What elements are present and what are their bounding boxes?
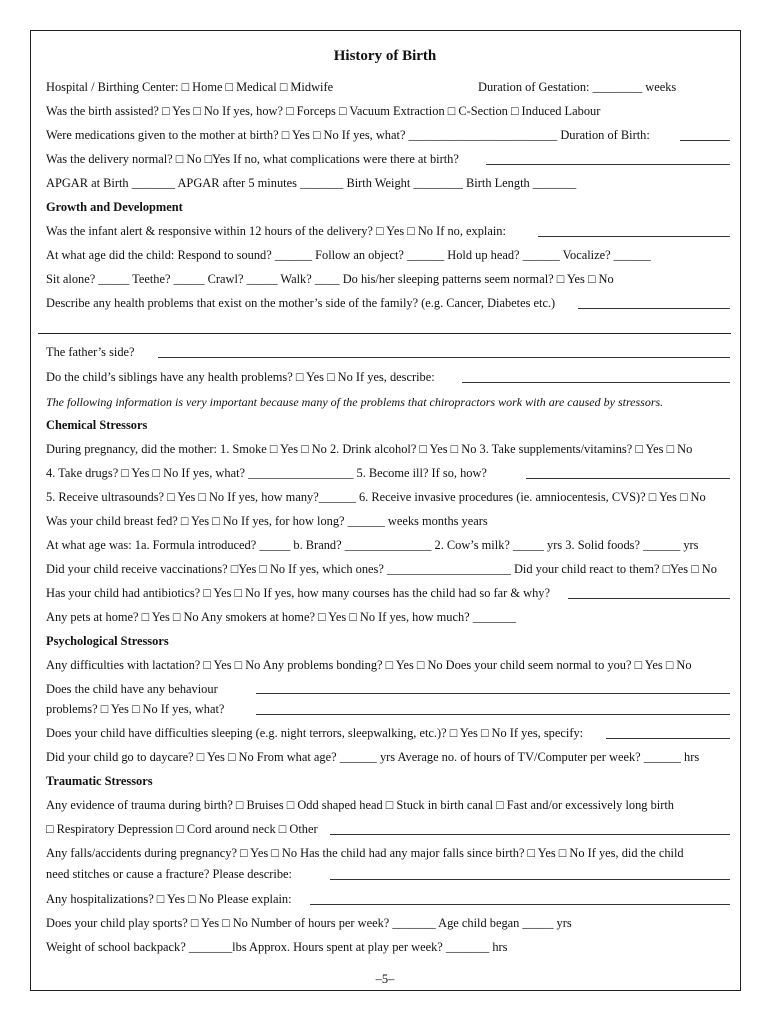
antibiotics-line[interactable]: Has your child had antibiotics? □ Yes □ No If yes, how many courses has the child had so far & why? [46, 586, 550, 600]
falls-describe-field[interactable] [330, 879, 730, 880]
father-side-field[interactable] [158, 357, 730, 358]
birthing-center-line: Hospital / Birthing Center: □ Home □ Medical □ Midwife [46, 80, 334, 94]
father-side-line: The father’s side? [46, 345, 135, 359]
feeding-age-line[interactable]: At what age was: 1a. Formula introduced? _____ b. Brand? ______________ 2. Cow’s milk? _____ yrs 3. Solid foods? ______ yrs [46, 538, 699, 552]
pregnancy-line-1[interactable]: During pregnancy, did the mother: 1. Smoke □ Yes □ No 2. Drink alcohol? □ Yes □ No 3. Take supplements/vitamins? □ Yes □ No [46, 442, 693, 456]
falls-line-1[interactable]: Any falls/accidents during pregnancy? □ Yes □ No Has the child had any major falls since birth? □ Yes □ No If yes, did the child [46, 846, 684, 860]
milestones-line-2[interactable]: Sit alone? _____ Teethe? _____ Crawl? _____ Walk? ____ Do his/her sleeping patterns seem normal? □ Yes □ No [46, 272, 614, 286]
sleeping-line[interactable]: Does your child have difficulties sleeping (e.g. night terrors, sleepwalking, etc.)? □ Yes □ No If yes, specify: [46, 726, 584, 740]
hospitalizations-field[interactable] [310, 904, 730, 905]
page-number: –5– [375, 972, 395, 986]
siblings-line[interactable]: Do the child’s siblings have any health problems? □ Yes □ No If yes, describe: [46, 370, 435, 384]
backpack-line[interactable]: Weight of school backpack? _______lbs Approx. Hours spent at play per week? _______ hrs [46, 940, 508, 954]
siblings-field[interactable] [462, 382, 730, 383]
birth-assisted-line[interactable]: Was the birth assisted? □ Yes □ No If yes, how? □ Forceps □ Vacuum Extraction □ C-Section □ Induced Labour [46, 104, 601, 118]
mother-health-line: Describe any health problems that exist on the mother’s side of the family? (e.g. Cancer, Diabetes etc.) [46, 296, 556, 310]
stressor-note: The following information is very important because many of the problems that chiropractors work with are caused by stressors. [46, 395, 664, 409]
pets-smokers-line[interactable]: Any pets at home? □ Yes □ No Any smokers at home? □ Yes □ No If yes, how much? _______ [46, 610, 517, 624]
delivery-normal-line[interactable]: Was the delivery normal? □ No □Yes If no, what complications were there at birth? [46, 152, 459, 166]
behaviour-field-2[interactable] [256, 714, 730, 715]
hospitalizations-line[interactable]: Any hospitalizations? □ Yes □ No Please explain: [46, 892, 292, 906]
ultrasound-line[interactable]: 5. Receive ultrasounds? □ Yes □ No If yes, how many?______ 6. Receive invasive procedures (ie. amniocentesis, CVS)? □ Yes □ No [46, 490, 706, 504]
falls-line-2: need stitches or cause a fracture? Please describe: [46, 867, 292, 881]
alert-explain-field[interactable] [538, 236, 730, 237]
duration-of-birth-field[interactable] [680, 140, 730, 141]
mother-health-field[interactable] [578, 308, 730, 309]
apgar-line[interactable]: APGAR at Birth _______ APGAR after 5 minutes _______ Birth Weight ________ Birth Length _______ [46, 176, 577, 190]
growth-heading: Growth and Development [46, 200, 183, 214]
psychological-heading: Psychological Stressors [46, 634, 169, 648]
pregnancy-line-2[interactable]: 4. Take drugs? □ Yes □ No If yes, what? _________________ 5. Become ill? If so, how? [46, 466, 487, 480]
vaccinations-line[interactable]: Did your child receive vaccinations? □Yes □ No If yes, which ones? ____________________ Did your child react to them? □Yes □ No [46, 562, 717, 576]
trauma-line-2[interactable]: □ Respiratory Depression □ Cord around neck □ Other [46, 822, 318, 836]
sports-line[interactable]: Does your child play sports? □ Yes □ No Number of hours per week? _______ Age child began _____ yrs [46, 916, 572, 930]
traumatic-heading: Traumatic Stressors [46, 774, 153, 788]
sleeping-field[interactable] [606, 738, 730, 739]
behaviour-line-2[interactable]: problems? □ Yes □ No If yes, what? [46, 702, 225, 716]
trauma-other-field[interactable] [330, 834, 730, 835]
antibiotics-field[interactable] [568, 598, 730, 599]
lactation-line[interactable]: Any difficulties with lactation? □ Yes □ No Any problems bonding? □ Yes □ No Does your child seem normal to you? □ Yes □ No [46, 658, 692, 672]
daycare-line[interactable]: Did your child go to daycare? □ Yes □ No From what age? ______ yrs Average no. of hours of TV/Computer per week? ______ hrs [46, 750, 700, 764]
milestones-line-1[interactable]: At what age did the child: Respond to sound? ______ Follow an object? ______ Hold up head? ______ Vocalize? ______ [46, 248, 651, 262]
behaviour-line-1: Does the child have any behaviour [46, 682, 218, 696]
infant-alert-line[interactable]: Was the infant alert & responsive within 12 hours of the delivery? □ Yes □ No If no, explain: [46, 224, 506, 238]
trauma-line-1[interactable]: Any evidence of trauma during birth? □ Bruises □ Odd shaped head □ Stuck in birth canal □ Fast and/or excessively long birth [46, 798, 674, 812]
section-divider [38, 333, 731, 334]
breast-fed-line[interactable]: Was your child breast fed? □ Yes □ No If yes, for how long? ______ weeks months years [46, 514, 488, 528]
medications-line[interactable]: Were medications given to the mother at birth? □ Yes □ No If yes, what? ________________________ Duration of Birth: [46, 128, 650, 142]
become-ill-field[interactable] [526, 478, 730, 479]
gestation-field[interactable]: Duration of Gestation: ________ weeks [478, 80, 677, 94]
behaviour-field-1[interactable] [256, 693, 730, 694]
chemical-heading: Chemical Stressors [46, 418, 148, 432]
complications-field[interactable] [486, 164, 730, 165]
page-title: History of Birth [333, 48, 437, 64]
